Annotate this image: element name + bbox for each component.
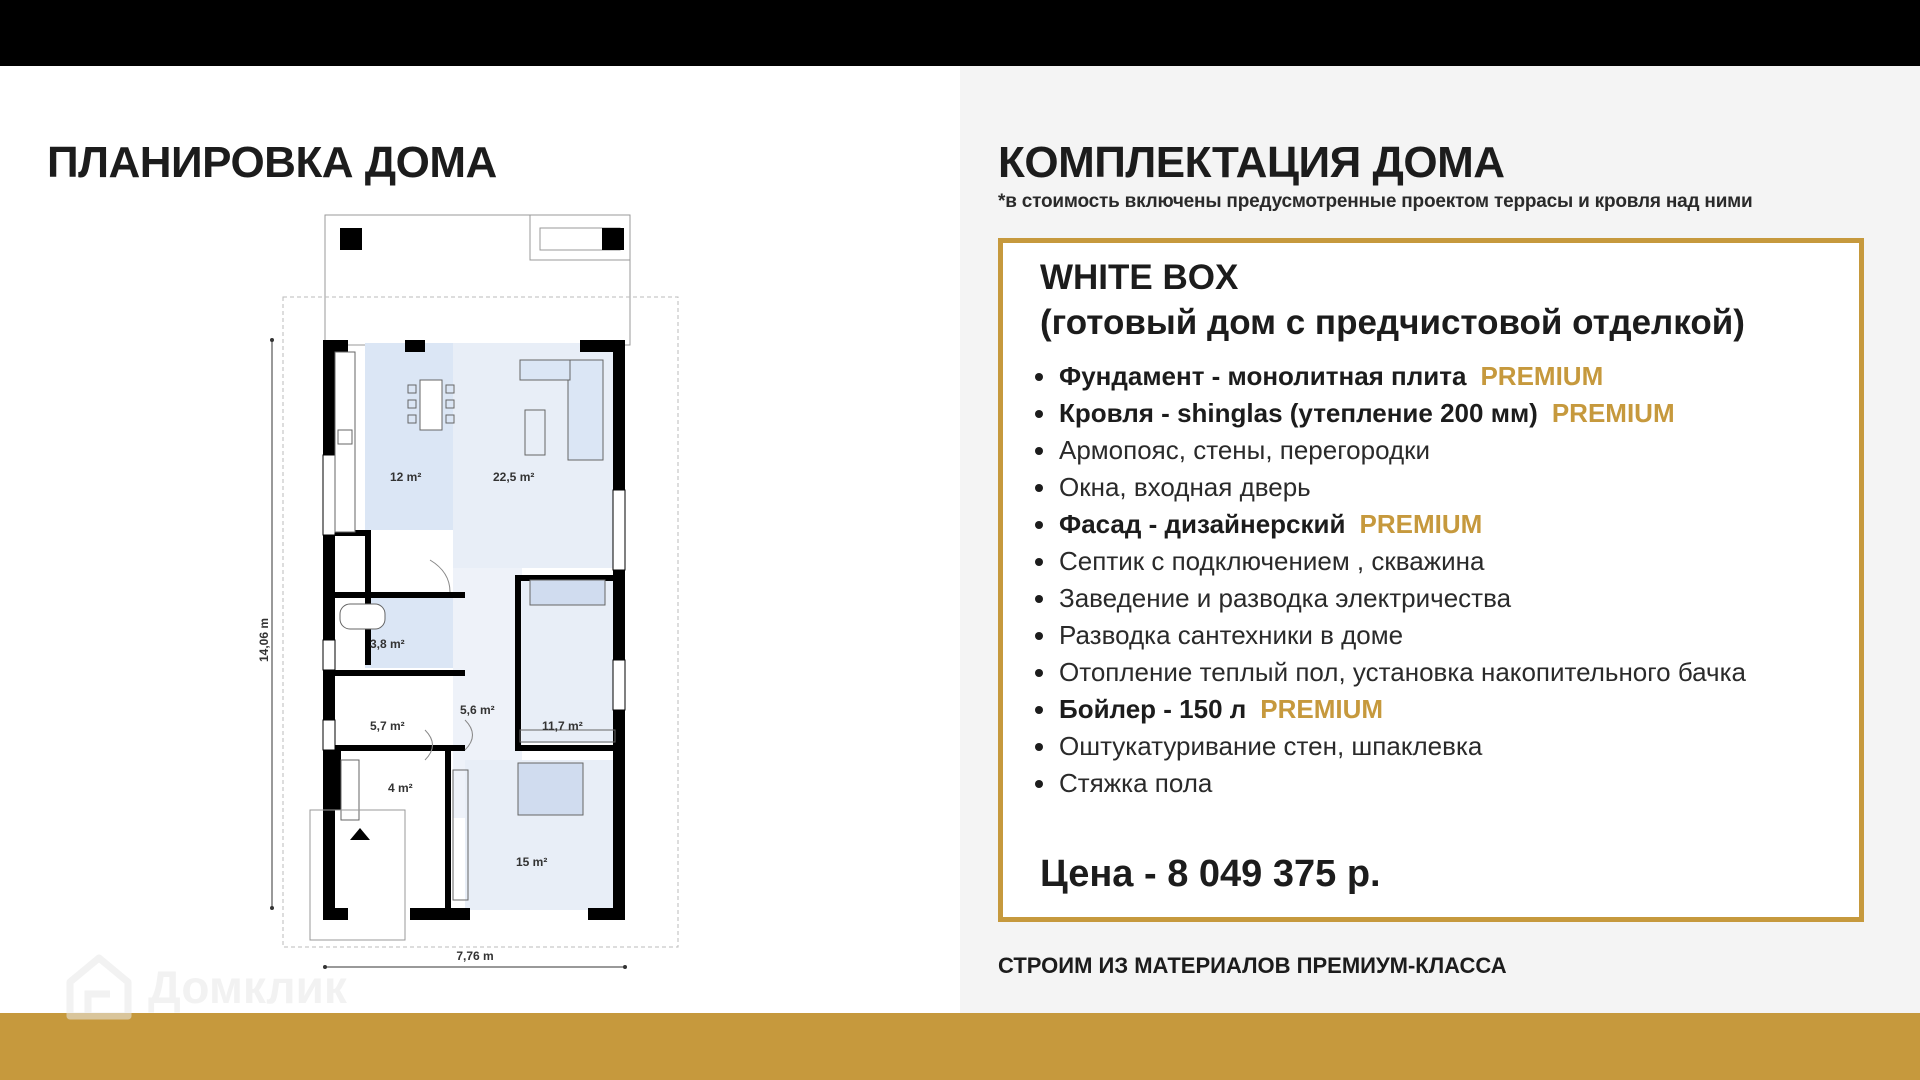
spec-item <box>1033 765 1823 802</box>
spec-item <box>1033 395 1823 432</box>
spec-item <box>1033 617 1823 654</box>
plan-title: ПЛАНИРОВКА ДОМА <box>47 138 497 187</box>
spec-item-text: Септик с подключением , скважина <box>1059 546 1485 576</box>
spec-item-text: Стяжка пола <box>1059 768 1213 798</box>
room-hall-label: 5,6 m² <box>460 703 495 717</box>
spec-item <box>1033 654 1823 691</box>
spec-item <box>1033 728 1823 765</box>
top-bar <box>0 0 1920 66</box>
spec-item-text: Бойлер - 150 л <box>1059 694 1247 724</box>
spec-item-text: Отопление теплый пол, установка накопительного бачка <box>1059 657 1746 687</box>
plan-width-dimension: 7,76 m <box>456 949 494 963</box>
spec-title: КОМПЛЕКТАЦИЯ ДОМА <box>998 138 1505 187</box>
spec-item-text: Заведение и разводка электричества <box>1059 583 1512 613</box>
package-title: WHITE BOX <box>1040 258 1239 297</box>
footer-slogan: СТРОИМ ИЗ МАТЕРИАЛОВ ПРЕМИУМ-КЛАССА <box>998 953 1507 978</box>
premium-badge: PREMIUM <box>1359 509 1483 539</box>
premium-badge: PREMIUM <box>1480 361 1604 391</box>
spec-item-text: Кровля - shinglas (утепление 200 мм) <box>1059 398 1538 428</box>
spec-list <box>1033 358 1823 802</box>
spec-item-text: Оштукатуривание стен, шпаклевка <box>1059 731 1483 761</box>
spec-item <box>1033 506 1823 543</box>
spec-note: *в стоимость включены предусмотренные проектом террасы и кровля над ними <box>998 191 1753 212</box>
spec-item <box>1033 469 1823 506</box>
spec-item <box>1033 691 1823 728</box>
spec-box <box>998 238 1864 922</box>
package-subtitle: (готовый дом с предчистовой отделкой) <box>1040 303 1745 342</box>
watermark-text: Домклик <box>148 961 347 1013</box>
spec-item <box>1033 543 1823 580</box>
floor-plan <box>250 200 710 980</box>
spec-item-text: Окна, входная дверь <box>1059 472 1311 502</box>
price: Цена - 8 049 375 р. <box>1040 853 1381 895</box>
spec-item-text: Разводка сантехники в доме <box>1059 620 1404 650</box>
room-wc-label: 3,8 m² <box>370 637 405 651</box>
spec-item <box>1033 432 1823 469</box>
room-storage-label: 4 m² <box>388 781 413 795</box>
room-bedroom-master-label: 15 m² <box>516 855 548 869</box>
spec-item-text: Армопояс, стены, перегородки <box>1059 435 1431 465</box>
room-bedroom-small-label: 11,7 m² <box>542 719 583 733</box>
room-kitchen-label: 12 m² <box>390 470 422 484</box>
spec-item <box>1033 358 1823 395</box>
watermark <box>62 950 347 1024</box>
spec-item <box>1033 580 1823 617</box>
house-icon <box>62 950 136 1024</box>
room-living-label: 22,5 m² <box>493 470 535 484</box>
plan-height-dimension: 14,06 m <box>257 617 271 663</box>
spec-item-text: Фасад - дизайнерский <box>1059 509 1346 539</box>
premium-badge: PREMIUM <box>1551 398 1675 428</box>
room-bath-label: 5,7 m² <box>370 719 405 733</box>
premium-badge: PREMIUM <box>1260 694 1384 724</box>
spec-item-text: Фундамент - монолитная плита <box>1059 361 1467 391</box>
